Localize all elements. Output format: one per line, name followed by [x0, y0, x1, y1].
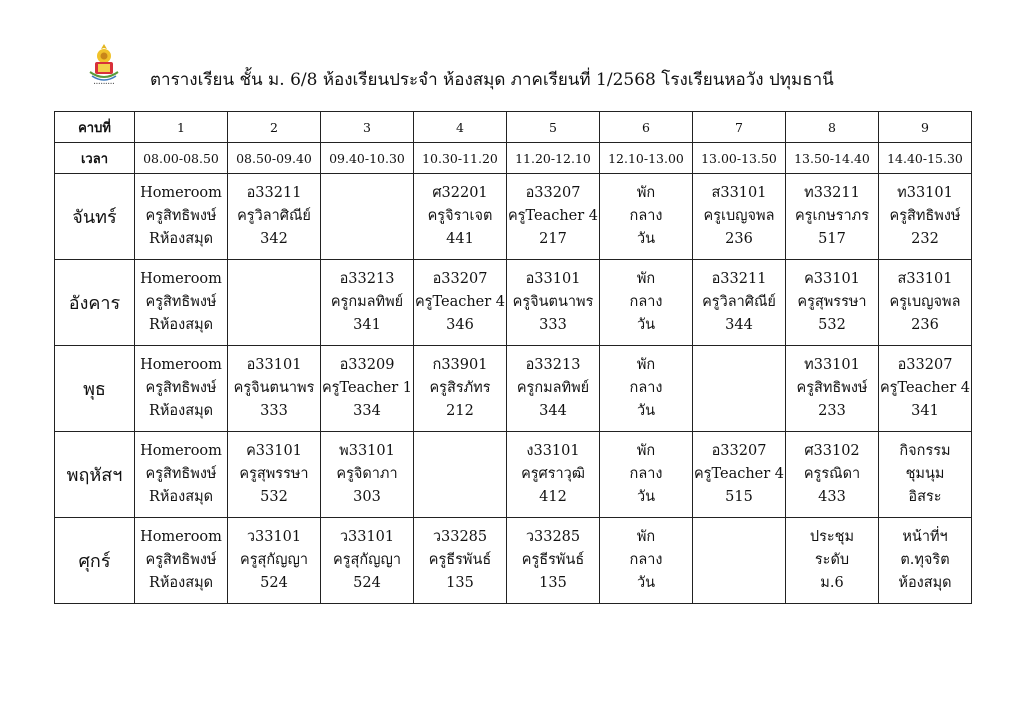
class-cell-line: ครูสิทธิพงษ์	[889, 208, 961, 224]
class-cell-line: ท33101	[804, 357, 860, 373]
class-cell-line: ว33101	[246, 529, 302, 545]
class-cell-line: ครูสุพรรษา	[239, 466, 309, 482]
class-cell-line: 217	[539, 231, 567, 247]
class-cell	[600, 260, 693, 346]
class-cell-line: Rห้องสมุด	[148, 489, 214, 505]
class-cell-line: ครูธีรพันธ์	[428, 552, 492, 568]
period-row-cell: 7	[693, 112, 786, 143]
class-cell	[135, 518, 228, 604]
time-row-cell: 13.00-13.50	[693, 143, 786, 174]
class-cell	[600, 518, 693, 604]
class-cell-line: 517	[818, 231, 846, 247]
time-row-cell: 11.20-12.10	[507, 143, 600, 174]
class-cell	[507, 346, 600, 432]
class-cell-line: ว33285	[525, 529, 581, 545]
class-cell-line: ครูสิทธิพงษ์	[145, 466, 217, 482]
class-cell	[135, 260, 228, 346]
class-cell	[414, 346, 507, 432]
class-cell-line: Rห้องสมุด	[148, 403, 214, 419]
class-cell	[228, 174, 321, 260]
class-cell	[693, 174, 786, 260]
class-cell-line: ครูสิทธิพงษ์	[145, 208, 217, 224]
class-cell	[414, 174, 507, 260]
class-cell	[879, 518, 972, 604]
class-cell	[693, 260, 786, 346]
class-cell-line: พัก	[636, 271, 656, 287]
class-cell	[600, 432, 693, 518]
svg-text:•••••••••: •••••••••	[93, 81, 115, 86]
class-cell	[321, 174, 414, 260]
class-cell-line: ครูเกษราภร	[794, 208, 870, 224]
class-cell-line: 344	[725, 317, 753, 333]
class-cell-line: 135	[539, 575, 567, 591]
class-cell-line: ครูสิทธิพงษ์	[145, 552, 217, 568]
class-cell-line: 524	[260, 575, 288, 591]
class-cell-line: ครูจินตนาพร	[512, 294, 594, 310]
class-cell-line: ครูสุกัญญา	[240, 552, 308, 568]
class-cell-line: กลาง	[629, 552, 663, 568]
class-cell	[693, 432, 786, 518]
class-cell	[879, 260, 972, 346]
class-cell-line: 333	[260, 403, 288, 419]
class-cell-line: กลาง	[629, 466, 663, 482]
class-cell-line: ว33285	[432, 529, 488, 545]
period-row-cell: 9	[879, 112, 972, 143]
class-cell-line: Homeroom	[140, 357, 222, 373]
class-cell	[879, 432, 972, 518]
time-row-cell: 08.50-09.40	[228, 143, 321, 174]
class-cell-line: อ33207	[432, 271, 488, 287]
class-cell-line: อ33213	[339, 271, 395, 287]
time-row-cell: 12.10-13.00	[600, 143, 693, 174]
class-cell	[786, 260, 879, 346]
class-cell-line: ครูกมลทิพย์	[516, 380, 590, 396]
class-cell-line: ม.6	[820, 575, 844, 591]
page-title: ตารางเรียน ชั้น ม. 6/8 ห้องเรียนประจำ ห้องสมุด ภาคเรียนที่ 1/2568 โรงเรียนหอวัง ปทุมธานี	[150, 70, 834, 90]
class-cell	[879, 346, 972, 432]
class-cell-line: 341	[353, 317, 381, 333]
class-cell-line: อิสระ	[908, 489, 942, 505]
time-row-cell: 08.00-08.50	[135, 143, 228, 174]
period-row-cell: 2	[228, 112, 321, 143]
class-cell	[693, 518, 786, 604]
class-cell-line: ครูTeacher 4	[414, 294, 506, 310]
class-cell-line: Rห้องสมุด	[148, 575, 214, 591]
class-cell-line: อ33207	[711, 443, 767, 459]
class-cell	[135, 174, 228, 260]
class-cell-line: ครูTeacher 1	[321, 380, 413, 396]
class-cell-line: หน้าที่ฯ	[902, 529, 948, 545]
class-cell-line: ครูวิลาศิณีย์	[237, 208, 311, 224]
class-cell	[786, 346, 879, 432]
class-cell-line: ครูTeacher 4	[693, 466, 785, 482]
class-cell	[135, 432, 228, 518]
class-cell-line: พัก	[636, 529, 656, 545]
class-cell-line: ครูเบญจพล	[703, 208, 775, 224]
class-cell-line: ครูสิทธิพงษ์	[145, 380, 217, 396]
class-cell-line: ครูศราวุฒิ	[521, 466, 585, 482]
class-cell-line: ครูเบญจพล	[889, 294, 961, 310]
time-row-cell: 14.40-15.30	[879, 143, 972, 174]
class-cell-line: ครูTeacher 4	[879, 380, 971, 396]
class-cell-line: 333	[539, 317, 567, 333]
day-row	[55, 174, 972, 260]
class-cell-line: 212	[446, 403, 474, 419]
period-row	[55, 112, 972, 143]
class-cell-line: พัก	[636, 185, 656, 201]
time-row-cell: 09.40-10.30	[321, 143, 414, 174]
class-cell-line: ครูสุพรรษา	[797, 294, 867, 310]
class-cell-line: 233	[818, 403, 846, 419]
class-cell-line: 412	[539, 489, 567, 505]
class-cell-line: ก33901	[432, 357, 488, 373]
time-row-cell: 13.50-14.40	[786, 143, 879, 174]
class-cell	[321, 518, 414, 604]
day-name: พฤหัสฯ	[55, 432, 135, 518]
class-cell	[228, 260, 321, 346]
class-cell-line: 532	[260, 489, 288, 505]
class-cell-line: ท33211	[804, 185, 860, 201]
class-cell-line: 236	[911, 317, 939, 333]
day-name: จันทร์	[55, 174, 135, 260]
class-cell	[507, 260, 600, 346]
class-cell-line: อ33207	[897, 357, 953, 373]
day-row	[55, 432, 972, 518]
class-cell	[786, 518, 879, 604]
class-cell-line: ครูสิทธิพงษ์	[145, 294, 217, 310]
class-cell-line: ครูTeacher 4	[507, 208, 599, 224]
class-cell-line: ชุมนุม	[905, 466, 945, 482]
class-cell-line: ศ32201	[432, 185, 488, 201]
class-cell	[693, 346, 786, 432]
class-cell-line: ครูสิรภัทร	[429, 380, 491, 396]
class-cell-line: Rห้องสมุด	[148, 317, 214, 333]
class-cell	[228, 346, 321, 432]
time-row-label: เวลา	[55, 143, 135, 174]
class-cell	[507, 518, 600, 604]
time-row-cell: 10.30-11.20	[414, 143, 507, 174]
class-cell-line: ค33101	[246, 443, 302, 459]
class-cell-line: Homeroom	[140, 271, 222, 287]
class-cell-line: วัน	[636, 575, 656, 591]
class-cell-line: 524	[353, 575, 381, 591]
class-cell-line: อ33207	[525, 185, 581, 201]
class-cell-line: 334	[353, 403, 381, 419]
class-cell-line: 344	[539, 403, 567, 419]
period-row-cell: 1	[135, 112, 228, 143]
class-cell-line: ครูจิดาภา	[336, 466, 398, 482]
period-row-cell: 4	[414, 112, 507, 143]
class-cell-line: กิจกรรม	[899, 443, 951, 459]
class-cell-line: ค33101	[804, 271, 860, 287]
class-cell-line: ว33101	[339, 529, 395, 545]
class-cell	[600, 174, 693, 260]
class-cell-line: อ33101	[246, 357, 302, 373]
class-cell	[507, 432, 600, 518]
class-cell-line: พัก	[636, 357, 656, 373]
class-cell-line: ห้องสมุด	[898, 575, 952, 591]
class-cell-line: 341	[911, 403, 939, 419]
class-cell	[507, 174, 600, 260]
class-cell-line: ครูจิราเจต	[427, 208, 493, 224]
class-cell	[321, 346, 414, 432]
class-cell-line: วัน	[636, 403, 656, 419]
class-cell	[414, 518, 507, 604]
class-cell-line: พัก	[636, 443, 656, 459]
class-cell	[228, 432, 321, 518]
day-name: พุธ	[55, 346, 135, 432]
period-row-cell: 3	[321, 112, 414, 143]
class-cell-line: ต.ทุจริต	[900, 552, 950, 568]
class-cell-line: 433	[818, 489, 846, 505]
class-cell-line: กลาง	[629, 294, 663, 310]
class-cell-line: ครูรณิดา	[803, 466, 861, 482]
class-cell-line: Homeroom	[140, 185, 222, 201]
class-cell	[786, 174, 879, 260]
class-cell-line: กลาง	[629, 208, 663, 224]
period-row-cell: 6	[600, 112, 693, 143]
class-cell-line: 532	[818, 317, 846, 333]
class-cell-line: ส33101	[711, 185, 767, 201]
class-cell-line: Rห้องสมุด	[148, 231, 214, 247]
class-cell-line: ครูสุกัญญา	[333, 552, 401, 568]
class-cell	[600, 346, 693, 432]
class-cell-line: ครูกมลทิพย์	[330, 294, 404, 310]
day-row	[55, 518, 972, 604]
class-cell-line: ระดับ	[814, 552, 850, 568]
class-cell-line: 342	[260, 231, 288, 247]
class-cell	[414, 260, 507, 346]
day-row	[55, 346, 972, 432]
day-name: อังคาร	[55, 260, 135, 346]
class-cell	[414, 432, 507, 518]
class-cell	[786, 432, 879, 518]
period-row-label: คาบที่	[55, 112, 135, 143]
class-cell-line: ศ33102	[804, 443, 860, 459]
class-cell-line: 303	[353, 489, 381, 505]
class-cell-line: ส33101	[897, 271, 953, 287]
class-cell-line: ครูธีรพันธ์	[521, 552, 585, 568]
period-row-cell: 8	[786, 112, 879, 143]
class-cell	[321, 432, 414, 518]
class-cell-line: พ33101	[339, 443, 395, 459]
class-cell-line: 236	[725, 231, 753, 247]
class-cell-line: ง33101	[526, 443, 580, 459]
school-emblem-icon	[84, 42, 124, 86]
day-name: ศุกร์	[55, 518, 135, 604]
class-cell-line: Homeroom	[140, 529, 222, 545]
class-cell-line: 515	[725, 489, 753, 505]
class-cell	[321, 260, 414, 346]
day-row	[55, 260, 972, 346]
class-cell-line: วัน	[636, 231, 656, 247]
class-cell-line: อ33101	[525, 271, 581, 287]
class-cell	[135, 346, 228, 432]
timetable	[54, 111, 972, 604]
class-cell-line: Homeroom	[140, 443, 222, 459]
class-cell-line: 135	[446, 575, 474, 591]
class-cell	[879, 174, 972, 260]
class-cell-line: ประชุม	[809, 529, 855, 545]
class-cell-line: อ33213	[525, 357, 581, 373]
class-cell-line: 232	[911, 231, 939, 247]
class-cell-line: ครูจินตนาพร	[233, 380, 315, 396]
class-cell-line: วัน	[636, 317, 656, 333]
class-cell-line: ท33101	[897, 185, 953, 201]
class-cell-line: กลาง	[629, 380, 663, 396]
class-cell-line: ครูสิทธิพงษ์	[796, 380, 868, 396]
class-cell-line: วัน	[636, 489, 656, 505]
class-cell-line: อ33211	[711, 271, 767, 287]
class-cell-line: 441	[446, 231, 474, 247]
period-row-cell: 5	[507, 112, 600, 143]
class-cell-line: ครูวิลาศิณีย์	[702, 294, 776, 310]
class-cell	[228, 518, 321, 604]
class-cell-line: อ33211	[246, 185, 302, 201]
time-row	[55, 143, 972, 174]
class-cell-line: 346	[446, 317, 474, 333]
class-cell-line: อ33209	[339, 357, 395, 373]
